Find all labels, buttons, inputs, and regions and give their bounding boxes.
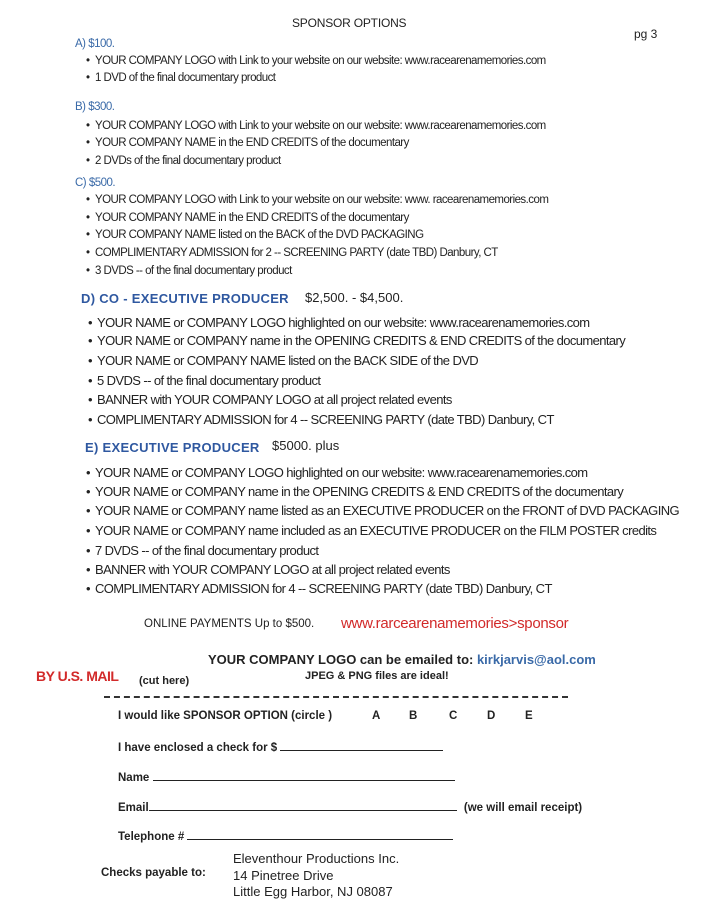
- page-number: pg 3: [634, 27, 658, 41]
- choice-e[interactable]: E: [525, 710, 533, 722]
- option-d-item: • YOUR NAME or COMPANY NAME listed on the BACK SIDE of the DVD: [97, 353, 478, 368]
- option-e-item: • YOUR NAME or COMPANY name in the OPENING CREDITS & END CREDITS of the documentary: [95, 484, 623, 499]
- option-d-item: • BANNER with YOUR COMPANY LOGO at all project related events: [97, 392, 452, 407]
- choice-d[interactable]: D: [487, 710, 496, 722]
- option-e-item: • YOUR NAME or COMPANY LOGO highlighted on our website: www.racearenamemories.com: [95, 465, 588, 480]
- email-label: Email: [118, 802, 149, 814]
- option-e-item: • YOUR NAME or COMPANY name included as an EXECUTIVE PRODUCER on the FILM POSTER credits: [95, 523, 656, 538]
- option-e-title: E) EXECUTIVE PRODUCER: [85, 440, 260, 455]
- payable-label: Checks payable to:: [101, 867, 206, 879]
- name-field[interactable]: [153, 768, 455, 781]
- option-d-item: • 5 DVDS -- of the final documentary product: [97, 373, 320, 388]
- option-b-item: • 2 DVDs of the final documentary product: [95, 155, 281, 167]
- option-b-label: B) $300.: [75, 101, 115, 113]
- option-d-item: • YOUR NAME or COMPANY LOGO highlighted on our website: www.racearenamemories.com: [97, 315, 590, 330]
- option-b-item: • YOUR COMPANY NAME in the END CREDITS of the documentary: [95, 137, 409, 149]
- file-format-note: JPEG & PNG files are ideal!: [305, 670, 449, 682]
- option-c-item: • 3 DVDS -- of the final documentary product: [95, 265, 292, 277]
- choice-c[interactable]: C: [449, 710, 458, 722]
- telephone-label: Telephone #: [118, 831, 185, 843]
- option-d-title: D) CO - EXECUTIVE PRODUCER: [81, 291, 289, 306]
- email-row: [118, 798, 582, 814]
- choice-b[interactable]: B: [409, 710, 418, 722]
- sponsor-option-row: [118, 710, 332, 722]
- option-d-item: • COMPLIMENTARY ADMISSION for 4 -- SCREENING PARTY (date TBD) Danbury, CT: [97, 412, 554, 427]
- check-amount-field[interactable]: [280, 738, 443, 751]
- mail-label: BY U.S. MAIL: [36, 668, 119, 684]
- online-payments-link[interactable]: www.rarcearenamemories>sponsor: [341, 615, 569, 632]
- logo-email-note: [208, 652, 596, 667]
- check-amount-label: I have enclosed a check for $: [118, 742, 278, 754]
- option-d-item: • YOUR NAME or COMPANY name in the OPENING CREDITS & END CREDITS of the documentary: [97, 333, 625, 348]
- payable-line: Little Egg Harbor, NJ 08087: [233, 884, 393, 899]
- option-a-label: A) $100.: [75, 38, 115, 50]
- option-e-item: • 7 DVDS -- of the final documentary product: [95, 543, 318, 558]
- option-e-item: • BANNER with YOUR COMPANY LOGO at all project related events: [95, 562, 450, 577]
- telephone-row: [118, 827, 453, 843]
- option-b-item: • YOUR COMPANY LOGO with Link to your website on our website: www.racearenamemories.com: [95, 120, 546, 132]
- check-amount-row: [118, 738, 443, 754]
- name-label: Name: [118, 772, 150, 784]
- email-link[interactable]: kirkjarvis@aol.com: [476, 652, 596, 667]
- choice-a[interactable]: A: [372, 710, 381, 722]
- sponsor-option-label: I would like SPONSOR OPTION (circle ): [118, 710, 333, 722]
- payable-line: Eleventhour Productions Inc.: [233, 851, 400, 866]
- payable-line: 14 Pinetree Drive: [233, 868, 334, 883]
- page-title: SPONSOR OPTIONS: [292, 16, 407, 30]
- telephone-field[interactable]: [187, 827, 453, 840]
- logo-email-text: YOUR COMPANY LOGO can be emailed to:: [208, 652, 477, 667]
- cut-here-label: (cut here): [139, 675, 190, 687]
- online-payments-label: ONLINE PAYMENTS Up to $500.: [144, 618, 315, 630]
- option-a-item: • 1 DVD of the final documentary product: [95, 72, 275, 84]
- option-e-item: • COMPLIMENTARY ADMISSION for 4 -- SCREENING PARTY (date TBD) Danbury, CT: [95, 581, 552, 596]
- option-c-item: • YOUR COMPANY NAME in the END CREDITS of the documentary: [95, 212, 409, 224]
- option-c-label: C) $500.: [75, 177, 116, 189]
- option-a-item: • YOUR COMPANY LOGO with Link to your website on our website: www.racearenamemories.com: [95, 55, 546, 67]
- option-c-item: • COMPLIMENTARY ADMISSION for 2 -- SCREENING PARTY (date TBD) Danbury, CT: [95, 247, 498, 259]
- email-receipt-note: (we will email receipt): [463, 802, 583, 814]
- email-field[interactable]: [149, 798, 457, 811]
- option-c-item: • YOUR COMPANY LOGO with Link to your website on our website: www. racearenamemories.com: [95, 194, 548, 206]
- option-c-item: • YOUR COMPANY NAME listed on the BACK of the DVD PACKAGING: [95, 229, 423, 241]
- option-d-price: $2,500. - $4,500.: [305, 290, 404, 305]
- option-e-item: • YOUR NAME or COMPANY name listed as an EXECUTIVE PRODUCER on the FRONT of DVD PACKAGING: [95, 503, 679, 518]
- cut-line: [104, 696, 568, 698]
- option-e-price: $5000. plus: [272, 438, 340, 453]
- name-row: [118, 768, 455, 784]
